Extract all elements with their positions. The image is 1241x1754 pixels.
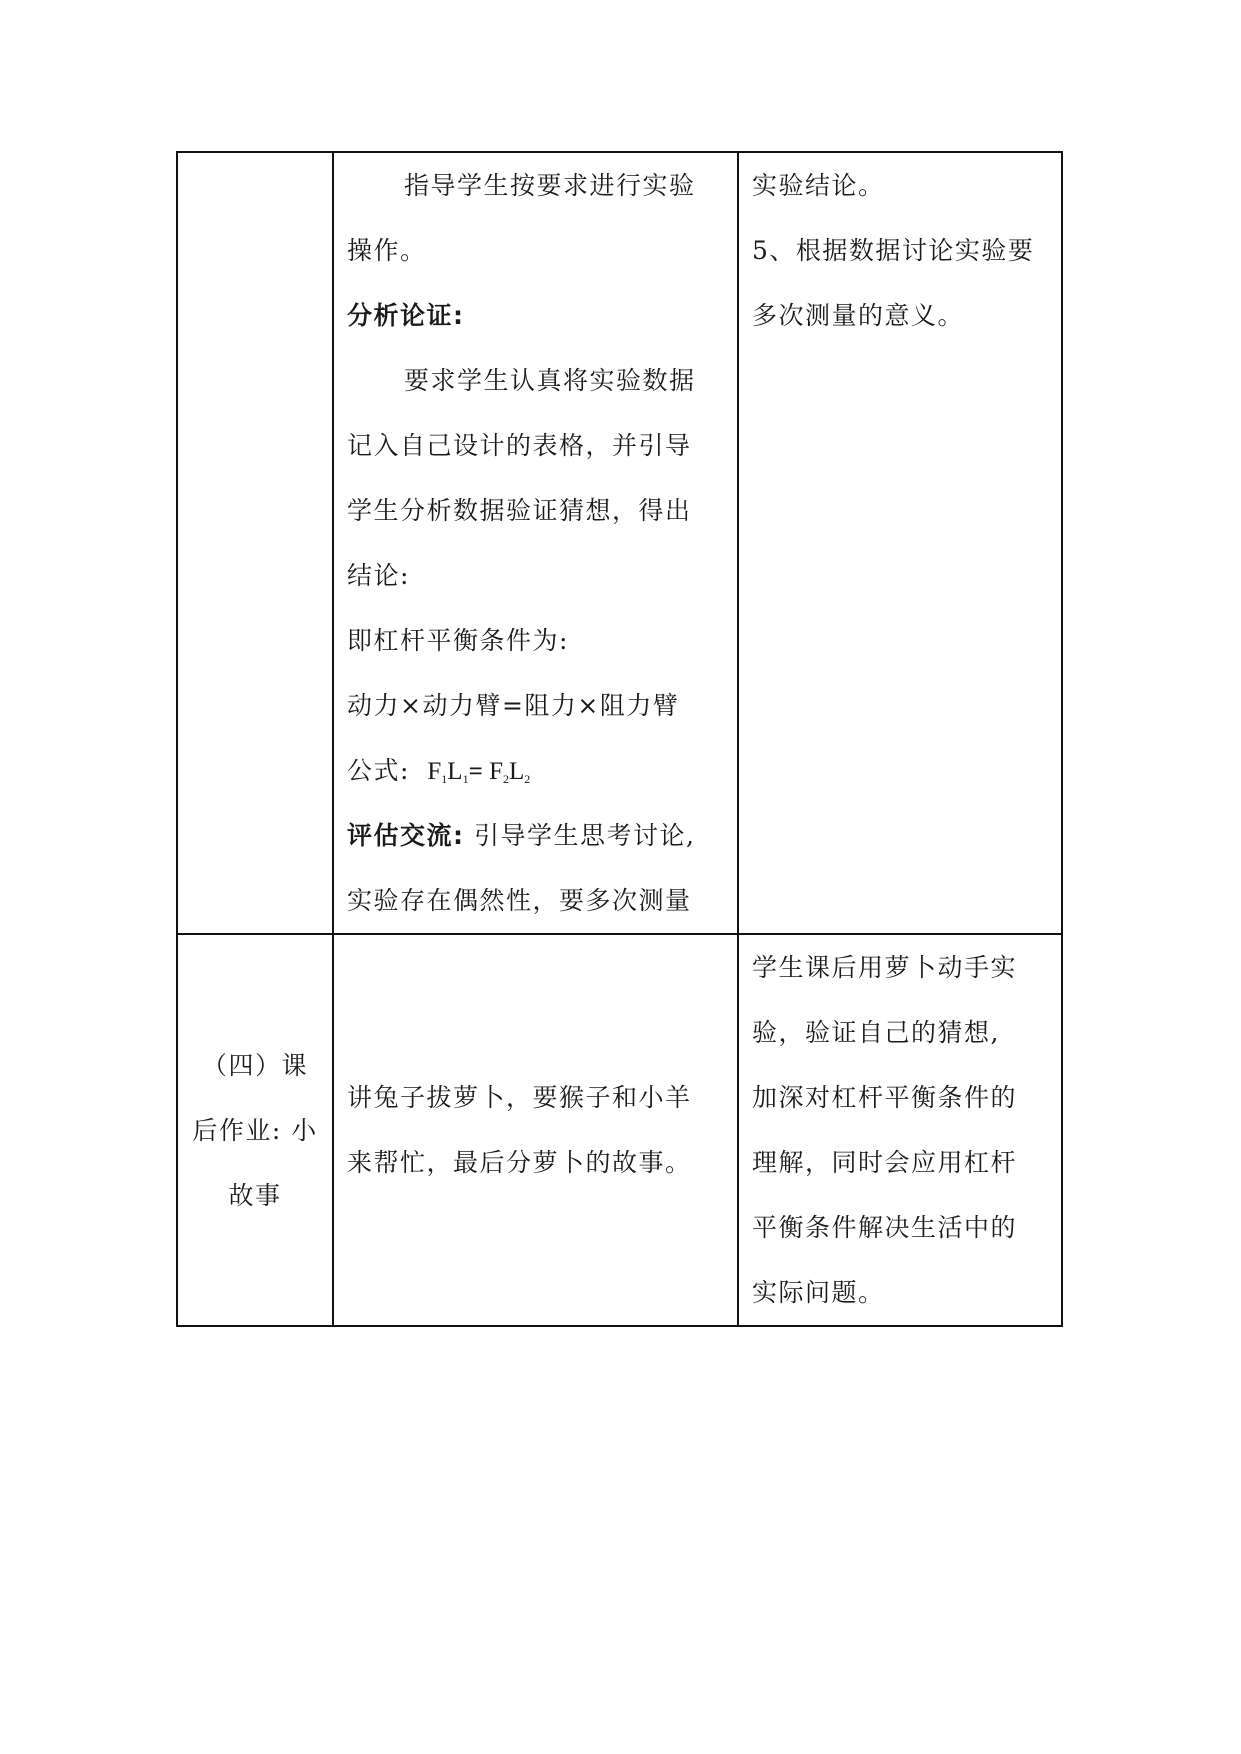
homework-line: 实际问题。 — [752, 1278, 885, 1307]
homework-line: 理解，同时会应用杠杆 — [752, 1148, 1018, 1177]
homework-line: 加深对杠杆平衡条件的 — [752, 1083, 1018, 1112]
analysis-line: 学生分析数据验证猜想，得出 — [347, 496, 692, 525]
student-line: 5、根据数据讨论实验要 — [752, 236, 1035, 265]
homework-line: 平衡条件解决生活中的 — [752, 1213, 1018, 1242]
formula-label: 公式: — [347, 756, 410, 785]
student-line: 实验结论。 — [752, 171, 885, 200]
evaluate-text: 引导学生思考讨论, — [473, 821, 696, 850]
equation-line: 动力×动力臂=阻力×阻力臂 — [347, 691, 680, 720]
analysis-heading: 分析论证: — [347, 301, 465, 330]
table-row — [177, 934, 1062, 1326]
evaluate-line-2: 实验存在偶然性，要多次测量 — [347, 886, 692, 915]
stage-cell — [177, 934, 333, 1326]
story-line: 讲兔子拔萝卜，要猴子和小羊 — [347, 1083, 692, 1112]
analysis-line: 记入自己设计的表格，并引导 — [347, 431, 692, 460]
evaluate-line-1 — [347, 803, 727, 868]
guide-line-2: 操作。 — [347, 236, 427, 265]
student-line: 多次测量的意义。 — [752, 301, 965, 330]
student-activity-cell — [738, 152, 1062, 934]
condition-line: 即杠杆平衡条件为: — [347, 626, 569, 655]
guide-line-1: 指导学生按要求进行实验 — [404, 171, 696, 200]
story-line: 来帮忙，最后分萝卜的故事。 — [347, 1148, 692, 1177]
stage-line: 后作业: 小 — [192, 1115, 318, 1145]
evaluate-heading: 评估交流: — [347, 821, 465, 850]
formula: $F_1L_1= F_2L_2$ — [427, 758, 531, 786]
homework-line: 验，验证自己的猜想, — [752, 1018, 1000, 1047]
homework-line: 学生课后用萝卜动手实 — [752, 953, 1018, 982]
lesson-plan-table — [176, 151, 1063, 1327]
teacher-activity-cell — [333, 934, 738, 1326]
stage-line: （四）课 — [201, 1050, 308, 1080]
table-row — [177, 152, 1062, 934]
student-activity-cell — [738, 934, 1062, 1326]
teacher-activity-cell — [333, 152, 738, 934]
formula-line — [347, 738, 727, 803]
stage-line: 故事 — [228, 1180, 282, 1210]
analysis-line: 结论: — [347, 561, 410, 590]
stage-cell-empty — [177, 152, 333, 934]
analysis-line: 要求学生认真将实验数据 — [404, 366, 696, 395]
